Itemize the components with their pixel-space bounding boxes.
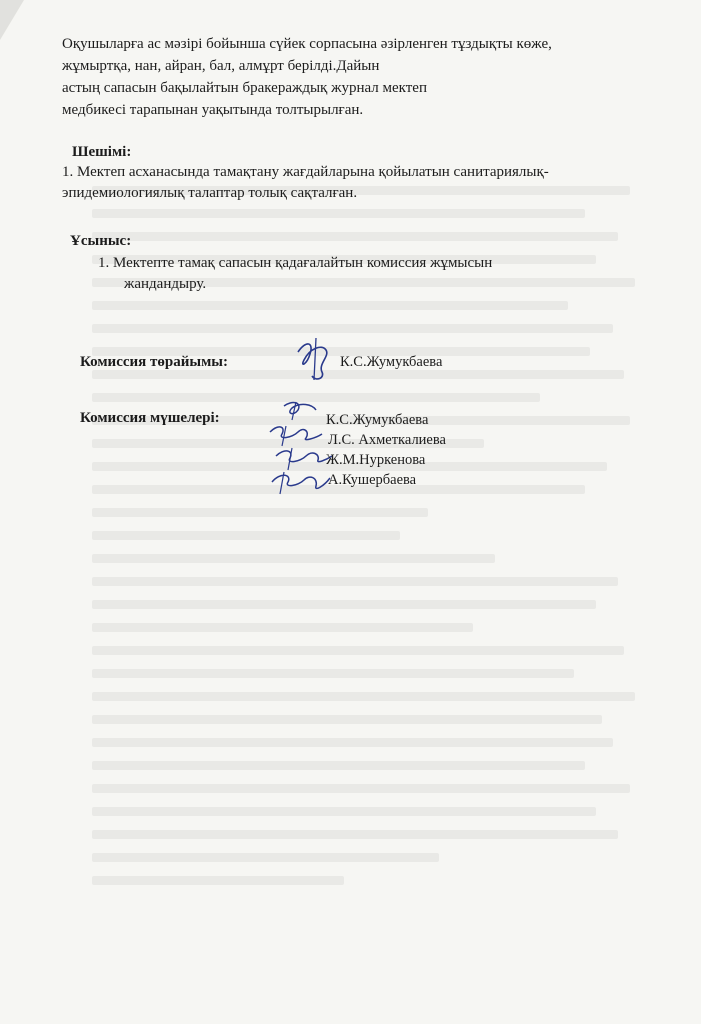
chair-name: К.С.Жумукбаева — [340, 354, 443, 370]
intro-line-1: Оқушыларға ас мәзірі бойынша сүйек сорпасына әзірленген тұздықты көже, — [62, 36, 552, 52]
decision-line-1: 1. Мектеп асханасында тамақтану жағдайларына қойылатын санитариялық- — [62, 164, 549, 180]
chair-label: Комиссия төрайымы: — [80, 354, 229, 370]
member-name-2: Л.С. Ахметкалиева — [328, 432, 446, 448]
intro-line-3: астың сапасын бақылайтын бракераждық журнал мектеп — [62, 80, 427, 96]
folded-corner — [0, 0, 24, 40]
member-name-1: К.С.Жумукбаева — [326, 412, 429, 428]
members-label: Комиссия мүшелері: — [80, 410, 220, 426]
intro-line-2: жұмыртқа, нан, айран, бал, алмұрт берілді.Дайын — [62, 58, 380, 74]
proposal-line-1: 1. Мектепте тамақ сапасын қадағалайтын комиссия жұмысын — [98, 255, 493, 271]
decision-heading: Шешімі: — [72, 144, 132, 160]
proposal-heading: Ұсыныс: — [70, 233, 132, 249]
decision-line-2: эпидемиологиялық талаптар толық сақталған. — [62, 185, 358, 201]
proposal-line-2: жандандыру. — [124, 276, 207, 292]
intro-line-4: медбикесі тарапынан уақытында толтырылған. — [62, 102, 364, 118]
member-name-3: Ж.М.Нуркенова — [326, 452, 426, 468]
member-name-4: А.Кушербаева — [328, 472, 417, 488]
chair-signature — [292, 334, 340, 384]
